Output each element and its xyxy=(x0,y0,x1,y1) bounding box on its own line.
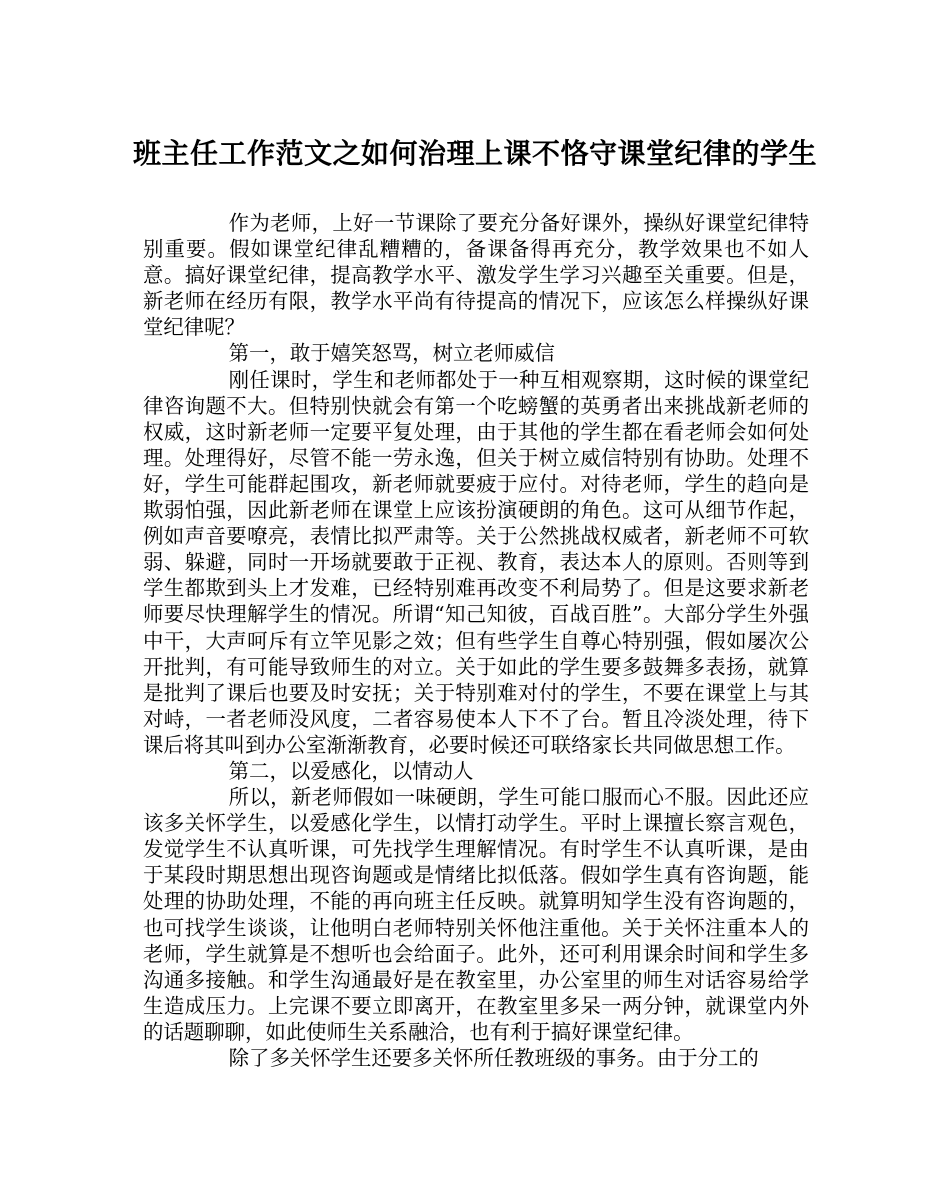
paragraph-section-1: 刚任课时，学生和老师都处于一种互相观察期，这时候的课堂纪律咨询题不大。但特别快就会有第一个吃螃蟹的英勇者出来挑战新老师的权威，这时新老师一定要平复处理，由于其他的学生都在看老师会如何处理。处理得好，尽管不能一劳永逸，但关于树立威信特别有协助。处理不好，学生可能群起围攻，新老师就要疲于应付。对待老师，学生的趋向是欺弱怕强，因此新老师在课堂上应该扮演硬朗的角色。这可从细节作起，例如声音要嘹亮，表情比拟严肃等。关于公然挑战权威者，新老师不可软弱、躲避，同时一开场就要敢于正视、教育，表达本人的原则。否则等到学生都欺到头上才发难，已经特别难再改变不利局势了。但是这要求新老师要尽快理解学生的情况。所谓“知己知彼，百战百胜”。大部分学生外强中干，大声呵斥有立竿见影之效；但有些学生自尊心特别强，假如屡次公开批判，有可能导致师生的对立。关于如此的学生要多鼓舞多表扬，就算是批判了课后也要及时安抚；关于特别难对付的学生，不要在课堂上与其对峙，一者老师没风度，二者容易使本人下不了台。暂且冷淡处理，待下课后将其叫到办公室渐渐教育，必要时候还可联络家长共同做思想工作。 xyxy=(143,367,809,757)
paragraph-section-2-continued: 除了多关怀学生还要多关怀所任教班级的事务。由于分工的 xyxy=(228,1046,759,1070)
document-body xyxy=(143,210,809,1071)
document-title: 班主任工作范文之如何治理上课不恪守课堂纪律的学生 xyxy=(132,137,817,170)
section-heading-2: 第二，以爱感化，以情动人 xyxy=(228,758,474,783)
section-heading-1: 第一，敢于嬉笑怒骂，树立老师威信 xyxy=(228,341,555,366)
paragraph-section-2: 所以，新老师假如一味硬朗，学生可能口服而心不服。因此还应该多关怀学生，以爱感化学生，以情打动学生。平时上课擅长察言观色，发觉学生不认真听课，可先找学生理解情况。有时学生不认真听课，是由于某段时期思想出现咨询题或是情绪比拟低落。假如学生真有咨询题，能处理的协助处理，不能的再向班主任反映。就算明知学生没有咨询题的，也可找学生谈谈，让他明白老师特别关怀他注重他。关于关怀注重本人的老师，学生就算是不想听也会给面子。此外，还可利用课余时间和学生多沟通多接触。和学生沟通最好是在教室里，办公室里的师生对话容易给学生造成压力。上完课不要立即离开，在教室里多呆一两分钟，就课堂内外的话题聊聊，如此使师生关系融洽，也有利于搞好课堂纪律。 xyxy=(143,785,809,1044)
paragraph-intro: 作为老师，上好一节课除了要充分备好课外，操纵好课堂纪律特别重要。假如课堂纪律乱糟糟的，备课备得再充分，教学效果也不如人意。搞好课堂纪律，提高教学水平、激发学生学习兴趣至关重要。但是，新老师在经历有限，教学水平尚有待提高的情况下，应该怎么样操纵好课堂纪律呢？ xyxy=(143,211,809,340)
